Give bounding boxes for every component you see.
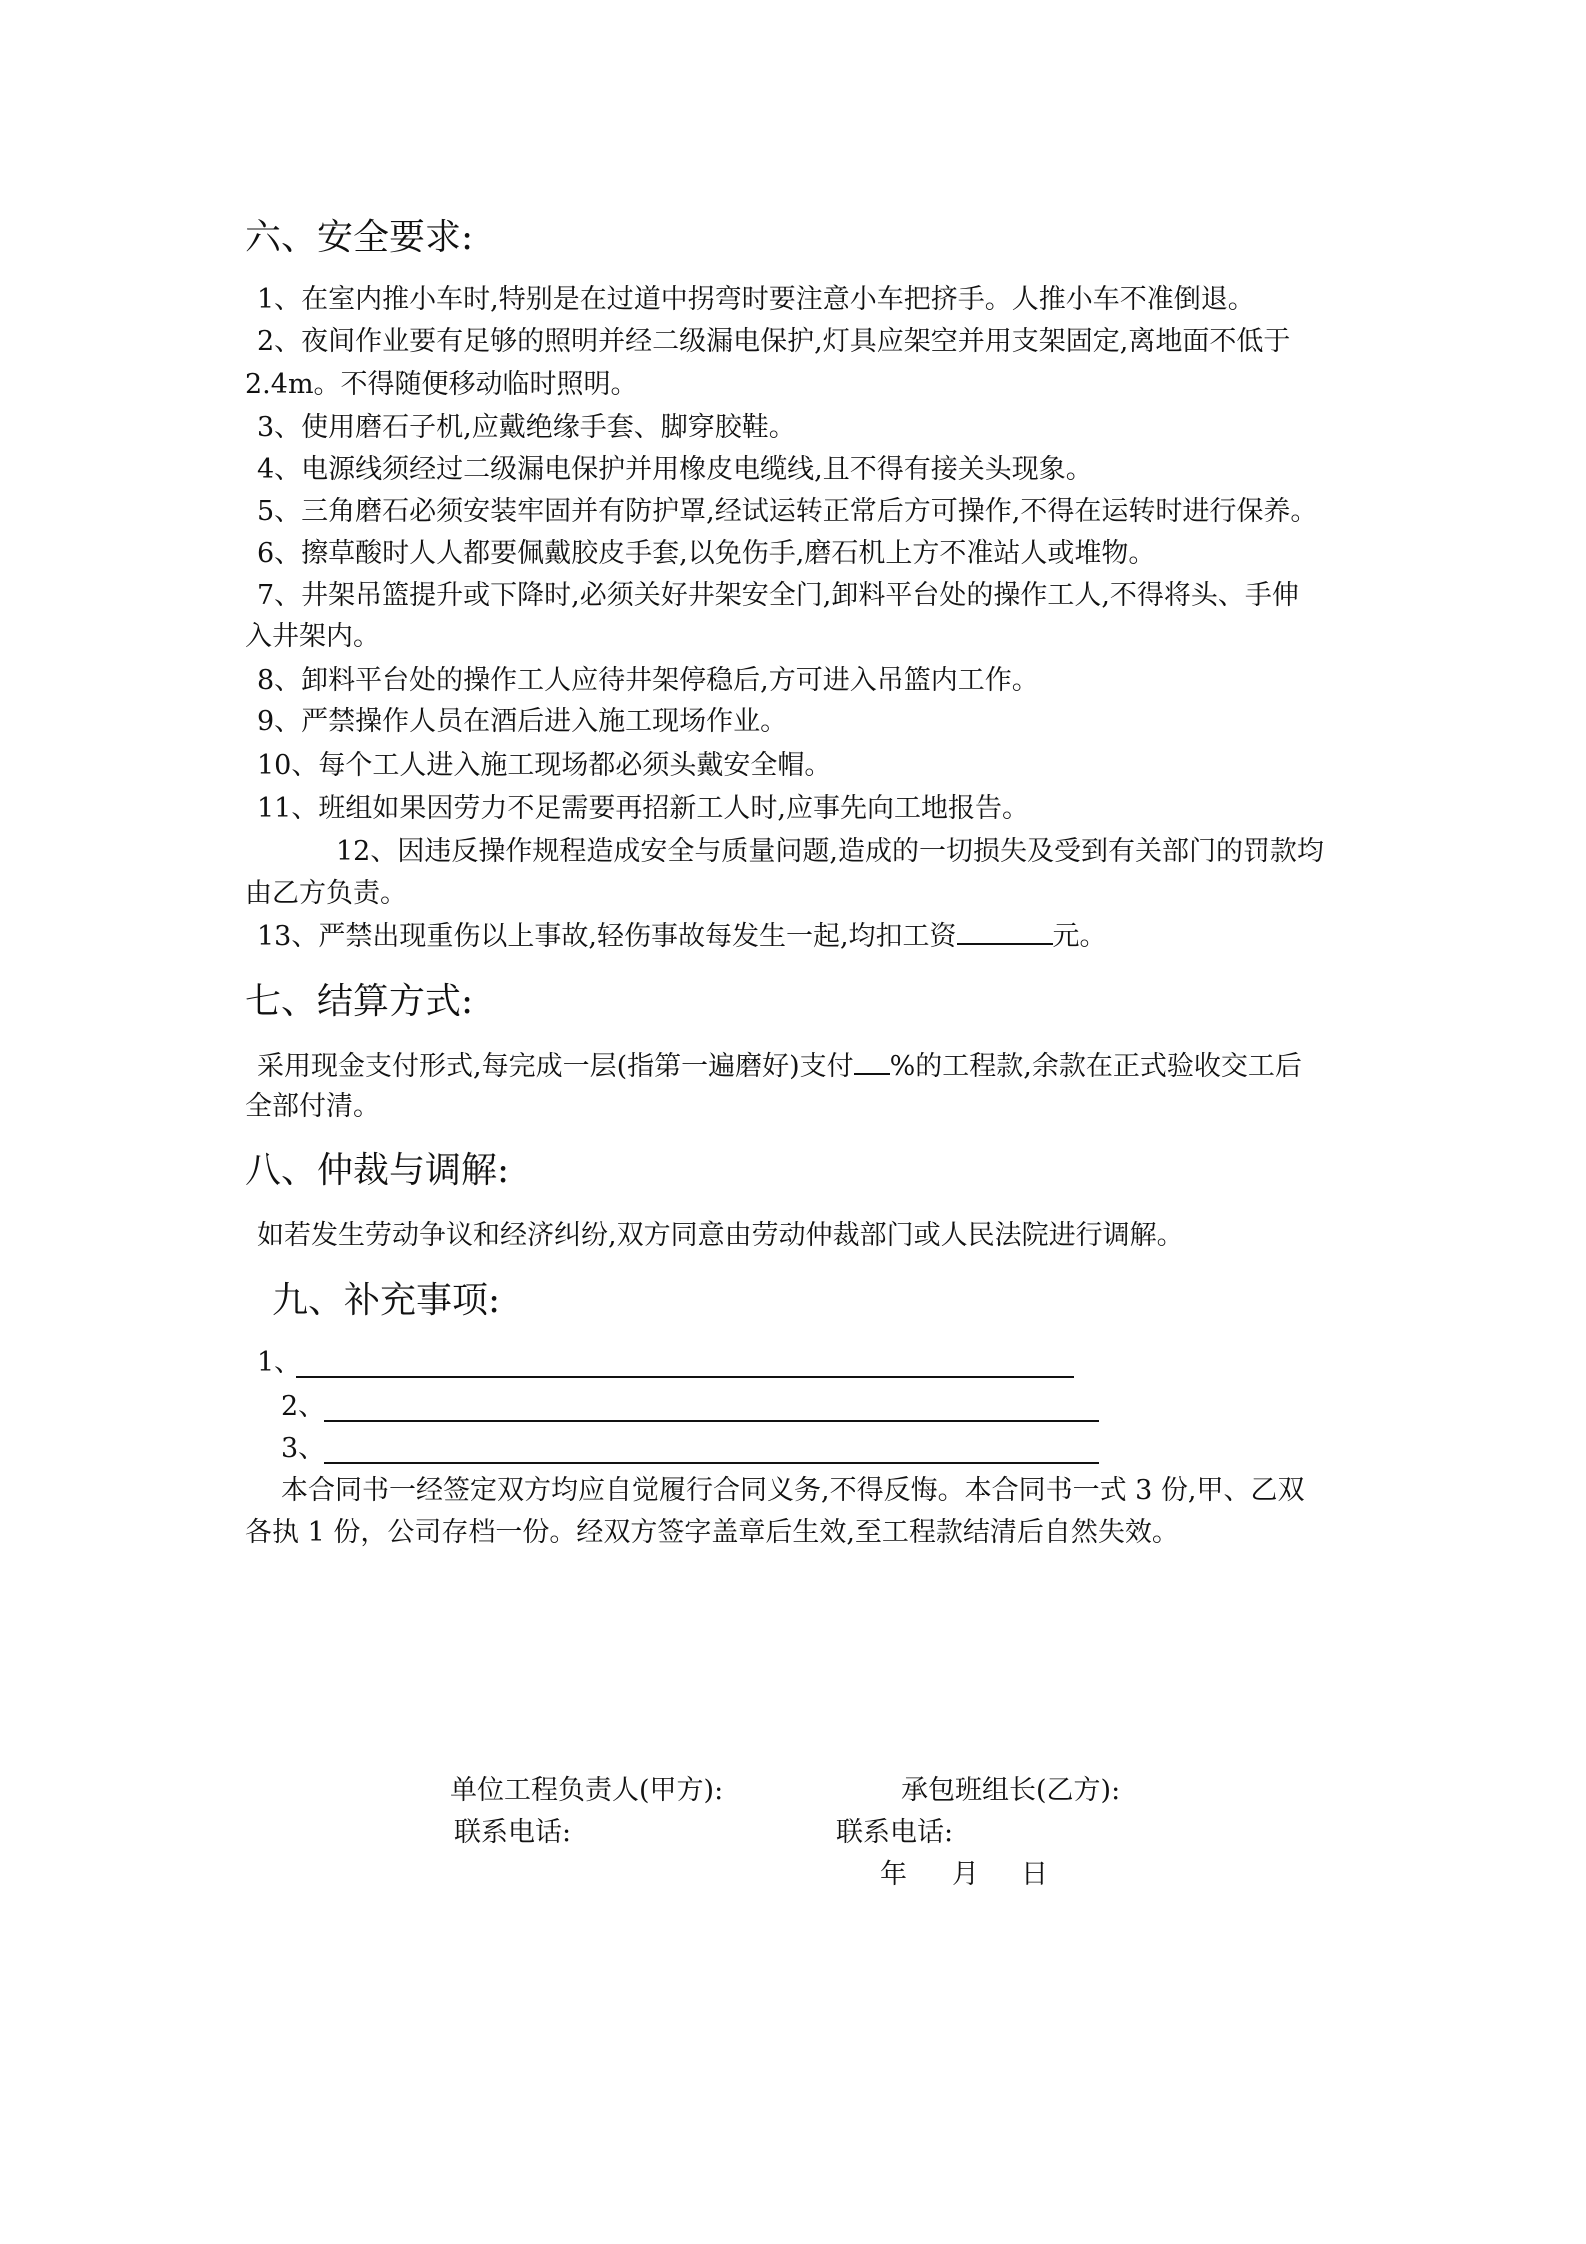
supplementary-blank-2[interactable]: [324, 1420, 1099, 1422]
safety-item-2: 2、夜间作业要有足够的照明并经二级漏电保护,灯具应架空并用支架固定,离地面不低于: [257, 326, 1291, 357]
safety-item-11: 11、班组如果因劳力不足需要再招新工人时,应事先向工地报告。: [257, 793, 1029, 824]
arbitration-text: 如若发生劳动争议和经济纠纷,双方同意由劳动仲裁部门或人民法院进行调解。: [257, 1220, 1184, 1251]
safety-item-10: 10、每个工人进入施工现场都必须头戴安全帽。: [257, 750, 832, 781]
safety-item-13-text: 13、严禁出现重伤以上事故,轻伤事故每发生一起,均扣工资: [257, 921, 957, 952]
safety-item-9: 9、严禁操作人员在酒后进入施工现场作业。: [257, 706, 788, 737]
safety-item-12-cont: 由乙方负责。: [245, 878, 407, 909]
settlement-text-part2: %的工程款,余款在正式验收交工后: [889, 1051, 1302, 1082]
party-b-phone-label: 联系电话:: [836, 1817, 954, 1848]
section-heading-settlement: 七、结算方式:: [245, 981, 474, 1022]
settlement-text: [257, 1050, 1302, 1084]
party-a-phone-label: 联系电话:: [454, 1817, 572, 1848]
payment-percent-blank[interactable]: [854, 1072, 890, 1075]
date-day-label: 日: [1021, 1859, 1048, 1890]
fine-amount-blank[interactable]: [957, 942, 1053, 945]
safety-item-7: 7、井架吊篮提升或下降时,必须关好井架安全门,卸料平台处的操作工人,不得将头、手伸: [257, 580, 1299, 611]
section-heading-safety: 六、安全要求:: [245, 217, 474, 258]
safety-item-7-cont: 入井架内。: [245, 621, 380, 652]
safety-item-1: 1、在室内推小车时,特别是在过道中拐弯时要注意小车把挤手。人推小车不准倒退。: [257, 284, 1255, 315]
safety-item-13: [257, 920, 1107, 954]
supplementary-blank-1[interactable]: [296, 1376, 1074, 1378]
safety-item-6: 6、擦草酸时人人都要佩戴胶皮手套,以免伤手,磨石机上方不准站人或堆物。: [257, 538, 1156, 569]
settlement-text-cont: 全部付清。: [245, 1091, 380, 1122]
safety-item-5: 5、三角磨石必须安装牢固并有防护罩,经试运转正常后方可操作,不得在运转时进行保养。: [257, 496, 1318, 527]
supplementary-label-3: 3、: [281, 1433, 326, 1464]
supplementary-blank-3[interactable]: [324, 1462, 1099, 1464]
safety-item-8: 8、卸料平台处的操作工人应待井架停稳后,方可进入吊篮内工作。: [257, 665, 1039, 696]
safety-item-4: 4、电源线须经过二级漏电保护并用橡皮电缆线,且不得有接关头现象。: [257, 454, 1093, 485]
safety-item-13-unit: 元。: [1052, 921, 1107, 952]
supplementary-label-1: 1、: [257, 1347, 302, 1378]
date-year-label: 年: [880, 1859, 907, 1890]
safety-item-12: 12、因违反操作规程造成安全与质量问题,造成的一切损失及受到有关部门的罚款均: [336, 836, 1324, 867]
supplementary-label-2: 2、: [281, 1391, 326, 1422]
closing-text: 本合同书一经签定双方均应自觉履行合同义务,不得反悔。本合同书一式 3 份,甲、乙双: [281, 1475, 1305, 1506]
section-heading-supplementary: 九、补充事项:: [272, 1280, 501, 1321]
date-month-label: 月: [952, 1859, 979, 1890]
section-heading-arbitration: 八、仲裁与调解:: [245, 1150, 510, 1191]
safety-item-3: 3、使用磨石子机,应戴绝缘手套、脚穿胶鞋。: [257, 412, 796, 443]
closing-text-cont: 各执 1 份，公司存档一份。经双方签字盖章后生效,至工程款结清后自然失效。: [245, 1517, 1179, 1548]
party-b-signature-label: 承包班组长(乙方):: [901, 1775, 1121, 1806]
settlement-text-part1: 采用现金支付形式,每完成一层(指第一遍磨好)支付: [257, 1051, 854, 1082]
safety-item-2-cont: 2.4m。不得随便移动临时照明。: [245, 369, 638, 400]
party-a-signature-label: 单位工程负责人(甲方):: [450, 1775, 724, 1806]
